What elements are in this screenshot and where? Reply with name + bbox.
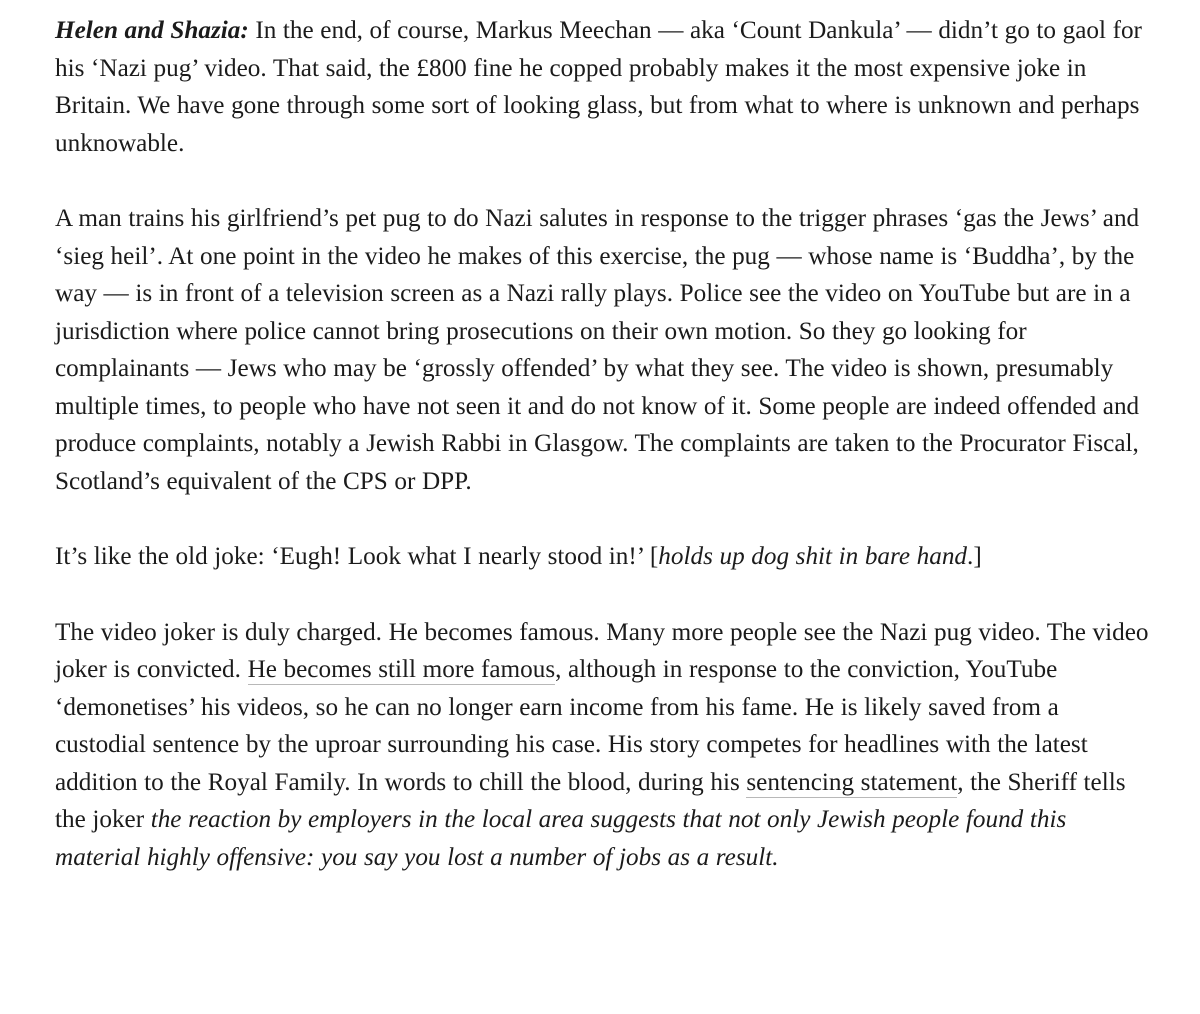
- sentencing-statement-link[interactable]: sentencing statement: [746, 768, 958, 796]
- speakers-label: Helen and Shazia:: [55, 17, 249, 44]
- paragraph-3-end: .]: [967, 543, 982, 570]
- paragraph-4-text-2: , although in response to the conviction, YouTube ‘demonetises’ his videos, so he can no longer earn income from his fame. He is likely saved from a custodial sentence by the uproar surrounding his case. His story competes for headlines with the latest addition to the Royal Family. In words to chill the blood, during his: [55, 656, 1088, 796]
- paragraph-4-text-1: The video joker is duly charged. He becomes famous. Many more people see the Nazi pug video. The video joker is convicted.: [55, 618, 1149, 683]
- paragraph-1-text: In the end, of course, Markus Meechan — aka ‘Count Dankula’ — didn’t go to gaol for his ‘Nazi pug’ video. That said, the £800 fine he copped probably makes it the most expensive joke in Britain. We have gone through some sort of looking glass, but from what to where is unknown and perhaps unknowable.: [55, 17, 1142, 157]
- stage-direction: holds up dog shit in bare hand: [658, 543, 968, 570]
- paragraph-2: [55, 200, 1150, 500]
- paragraph-4-text-3: , the Sheriff tells the joker: [55, 768, 1126, 833]
- paragraph-4: [55, 614, 1150, 877]
- famous-link[interactable]: He becomes still more famous: [247, 656, 556, 683]
- paragraph-2-text: A man trains his girlfriend’s pet pug to do Nazi salutes in response to the trigger phrases ‘gas the Jews’ and ‘sieg heil’. At one point in the video he makes of this exercise, the pug — whose name is ‘Buddha’, by the way — is in front of a television screen as a Nazi rally plays. Police see the video on YouTube but are in a jurisdiction where police cannot bring prosecutions on their own motion. So they go looking for complainants — Jews who may be ‘grossly offended’ by what they see. The video is shown, presumably multiple times, to people who have not seen it and do not know of it. Some people are indeed offended and produce complaints, notably a Jewish Rabbi in Glasgow. The complaints are taken to the Procurator Fiscal, Scotland’s equivalent of the CPS or DPP.: [55, 205, 1140, 495]
- paragraph-3: [55, 538, 1150, 576]
- paragraph-3-text: It’s like the old joke: ‘Eugh! Look what I nearly stood in!’ [: [55, 543, 659, 570]
- paragraph-1: [55, 12, 1150, 162]
- sheriff-quote: the reaction by employers in the local area suggests that not only Jewish people found this material highly offensive: you say you lost a number of jobs as a result.: [55, 806, 1067, 871]
- article-body: [55, 12, 1150, 914]
